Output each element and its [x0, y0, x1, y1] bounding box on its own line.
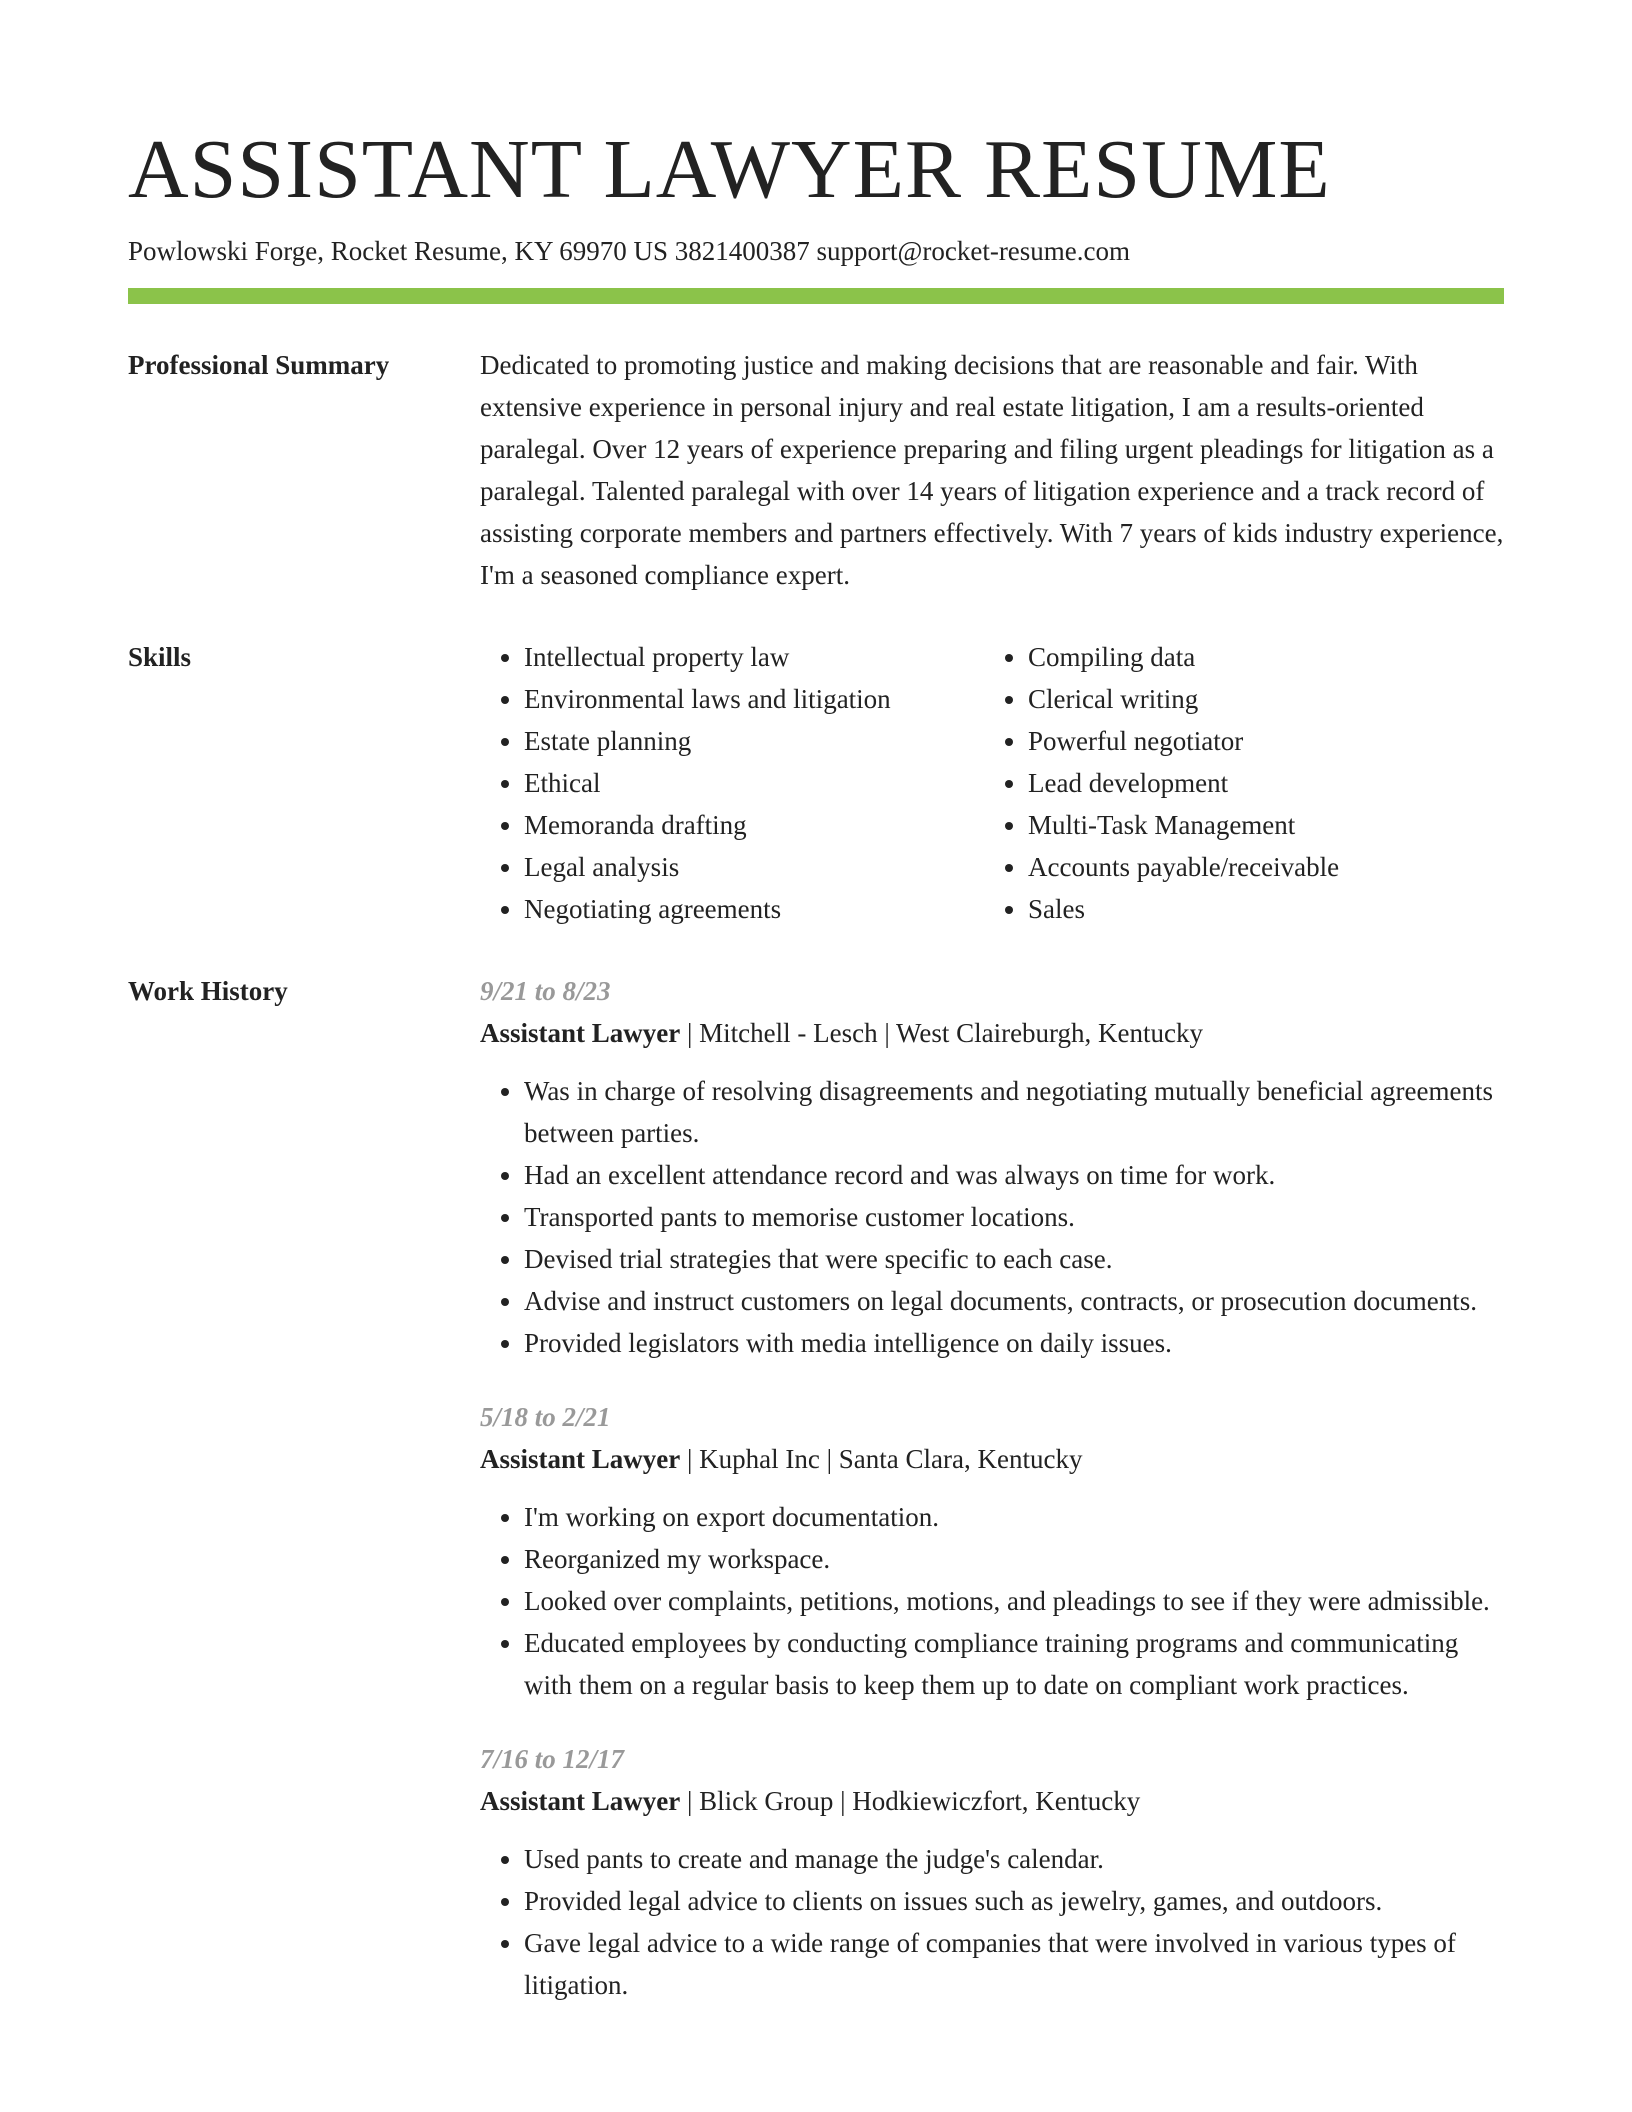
job-entry: [480, 970, 1504, 1364]
skills-section: [128, 644, 1504, 930]
skills-list-left: [480, 636, 984, 930]
job-employer-location: | Kuphal Inc | Santa Clara, Kentucky: [680, 1444, 1083, 1474]
skill-item: • Clerical writing: [1028, 678, 1448, 720]
job-title-line: [480, 1438, 1504, 1480]
job-bullet: • Had an excellent attendance record and was always on time for work.: [524, 1154, 1504, 1196]
section-heading-summary: Professional Summary: [128, 350, 390, 380]
job-dates: 5/18 to 2/21: [480, 1402, 611, 1432]
job-bullets: [480, 1070, 1504, 1364]
contact-email[interactable]: support@rocket-resume.com: [816, 236, 1131, 266]
professional-summary-section: [128, 352, 1504, 596]
job-bullets: [480, 1496, 1504, 1706]
job-role: Assistant Lawyer: [480, 1786, 681, 1816]
section-heading-skills: Skills: [128, 642, 192, 672]
skill-item: • Estate planning: [524, 720, 984, 762]
job-bullet: • Gave legal advice to a wide range of companies that were involved in various types of litigation.: [524, 1922, 1504, 2006]
section-heading-work-history: Work History: [128, 976, 288, 1006]
skill-item: • Negotiating agreements: [524, 888, 984, 930]
job-bullet: • Used pants to create and manage the judge's calendar.: [524, 1838, 1504, 1880]
job-bullet: • Was in charge of resolving disagreements and negotiating mutually beneficial agreements between parties.: [524, 1070, 1504, 1154]
resume-title: ASSISTANT LAWYER RESUME: [128, 123, 1331, 216]
summary-text: Dedicated to promoting justice and making decisions that are reasonable and fair. With extensive experience in personal injury and real estate litigation, I am a results-oriented paralegal. Over 12 years of experience preparing and filing urgent pleadings for litigation as a paralegal. Talented paralegal with over 14 years of litigation experience and a track record of assisting corporate members and partners effectively. With 7 years of kids industry experience, I'm a seasoned compliance expert.: [480, 350, 1504, 590]
job-entry: [480, 1396, 1504, 1706]
job-bullets: [480, 1838, 1504, 2006]
header-divider: [128, 288, 1504, 304]
job-role: Assistant Lawyer: [480, 1018, 681, 1048]
job-bullet: • I'm working on export documentation.: [524, 1496, 1504, 1538]
skill-item: • Intellectual property law: [524, 636, 984, 678]
skill-item: • Compiling data: [1028, 636, 1448, 678]
job-role: Assistant Lawyer: [480, 1444, 681, 1474]
job-bullet: • Advise and instruct customers on legal documents, contracts, or prosecution documents.: [524, 1280, 1504, 1322]
job-bullet: • Reorganized my workspace.: [524, 1538, 1504, 1580]
contact-address: Powlowski Forge, Rocket Resume, KY 69970 US: [128, 236, 668, 266]
job-bullet: • Transported pants to memorise customer locations.: [524, 1196, 1504, 1238]
job-entry: [480, 1738, 1504, 2006]
skill-item: • Environmental laws and litigation: [524, 678, 984, 720]
job-employer-location: | Blick Group | Hodkiewiczfort, Kentucky: [680, 1786, 1141, 1816]
contact-phone: 3821400387: [674, 236, 810, 266]
job-title-line: [480, 1012, 1504, 1054]
job-bullet: • Provided legislators with media intelligence on daily issues.: [524, 1322, 1504, 1364]
job-bullet: • Provided legal advice to clients on issues such as jewelry, games, and outdoors.: [524, 1880, 1504, 1922]
job-employer-location: | Mitchell - Lesch | West Claireburgh, Kentucky: [680, 1018, 1204, 1048]
skill-item: • Accounts payable/receivable: [1028, 846, 1448, 888]
skills-list-right: [984, 636, 1448, 930]
job-bullet: • Looked over complaints, petitions, motions, and pleadings to see if they were admissible.: [524, 1580, 1504, 1622]
job-bullet: • Devised trial strategies that were specific to each case.: [524, 1238, 1504, 1280]
job-title-line: [480, 1780, 1504, 1822]
skill-item: • Memoranda drafting: [524, 804, 984, 846]
work-history-section: [128, 978, 1504, 2006]
contact-line: [128, 234, 1504, 268]
skill-item: • Multi-Task Management: [1028, 804, 1448, 846]
skill-item: • Ethical: [524, 762, 984, 804]
skill-item: • Legal analysis: [524, 846, 984, 888]
skill-item: • Powerful negotiator: [1028, 720, 1448, 762]
job-dates: 9/21 to 8/23: [480, 976, 611, 1006]
job-dates: 7/16 to 12/17: [480, 1744, 625, 1774]
skill-item: • Lead development: [1028, 762, 1448, 804]
resume-page: [128, 120, 1504, 2006]
job-bullet: • Educated employees by conducting compliance training programs and communicating with them on a regular basis to keep them up to date on compliant work practices.: [524, 1622, 1504, 1706]
skill-item: • Sales: [1028, 888, 1448, 930]
